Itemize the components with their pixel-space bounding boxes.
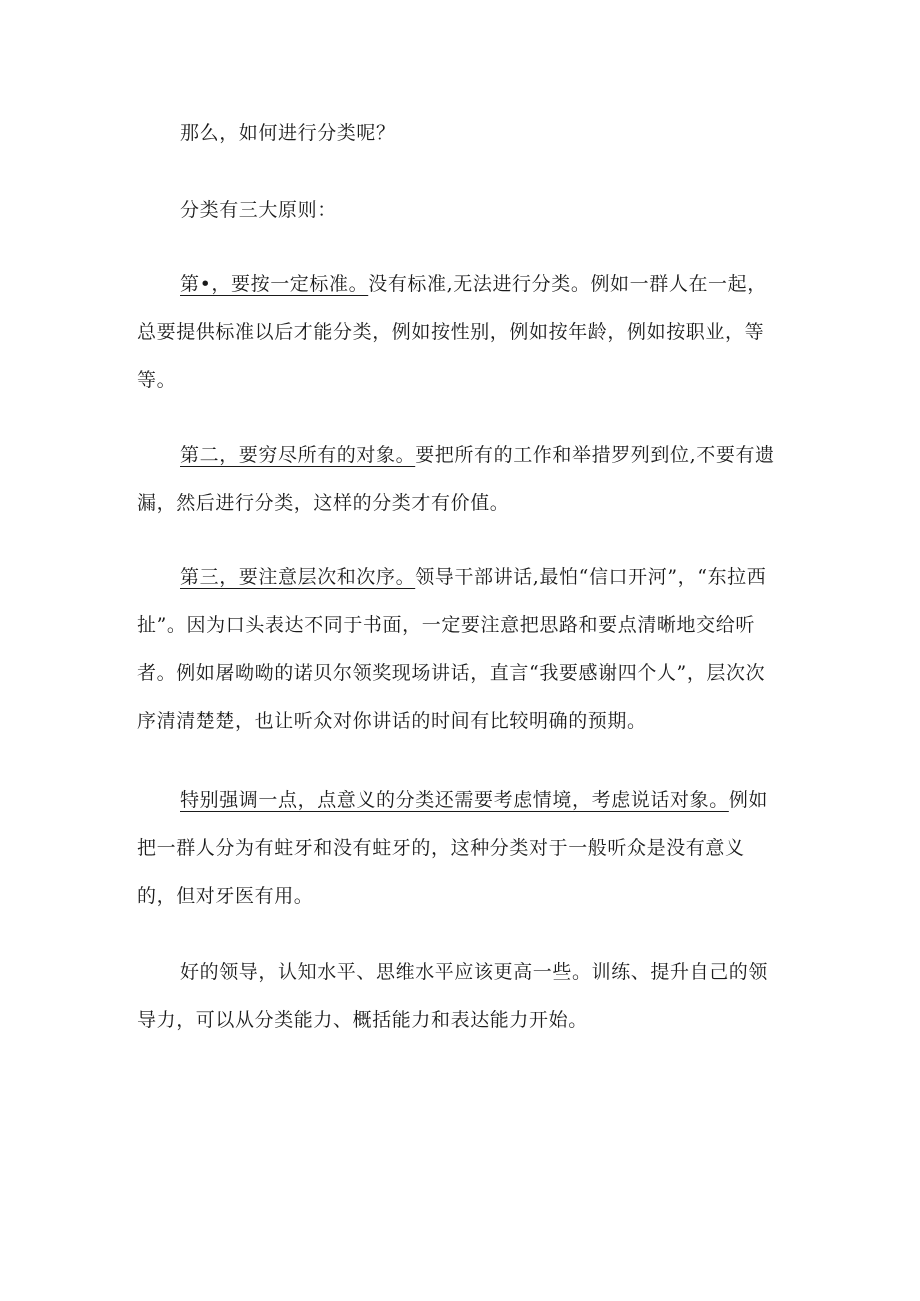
paragraph-text: 领导干部讲话,最怕“信口开河”，“东拉西扯”。因为口头表达不同于书面，一定要注意把思路和要点清晰地交给听者。例如屠呦呦的诺贝尔领奖现场讲话，直言“我要感谢四个人”，层次次序清清楚楚，也让听众对你讲话的时间有比较明确的预期。 [137,566,767,732]
paragraph-text: 没有标准,无法进行分类。例如一群人在一起，总要提供标准以后才能分类，例如按性别，例如按年龄，例如按职业，等等。 [137,273,767,391]
paragraph-text: 分类有三大原则： [180,199,337,221]
paragraph-text: 好的领导，认知水平、思维水平应该更高一些。训练、提升自己的领导力，可以从分类能力、概括能力和表达能力开始。 [137,961,769,1031]
underlined-heading: 特别强调一点，点意义的分类还需要考虑情境，考虑说话对象。 [180,789,729,811]
paragraph-principle-3 [137,553,777,745]
paragraph-text: 要把所有的工作和举措罗列到位,不要有遗漏，然后进行分类，这样的分类才有价值。 [137,444,775,514]
paragraph-principle-2 [137,431,777,527]
paragraph-question [137,109,777,157]
paragraph-conclusion [137,948,777,1044]
underlined-heading: 第三，要注意层次和次序。 [180,566,416,588]
paragraph-emphasis [137,776,777,920]
paragraph-text: 那么，如何进行分类呢？ [180,122,396,144]
paragraph-text: 例如把一群人分为有蛀牙和没有蛀牙的，这种分类对于一般听众是没有意义的，但对牙医有用。 [137,789,769,907]
underlined-heading: 第•，要按一定标准。 [180,273,369,295]
paragraph-principles-intro [137,186,777,234]
paragraph-principle-1 [137,260,777,404]
underlined-heading: 第二，要穷尽所有的对象。 [180,444,416,466]
